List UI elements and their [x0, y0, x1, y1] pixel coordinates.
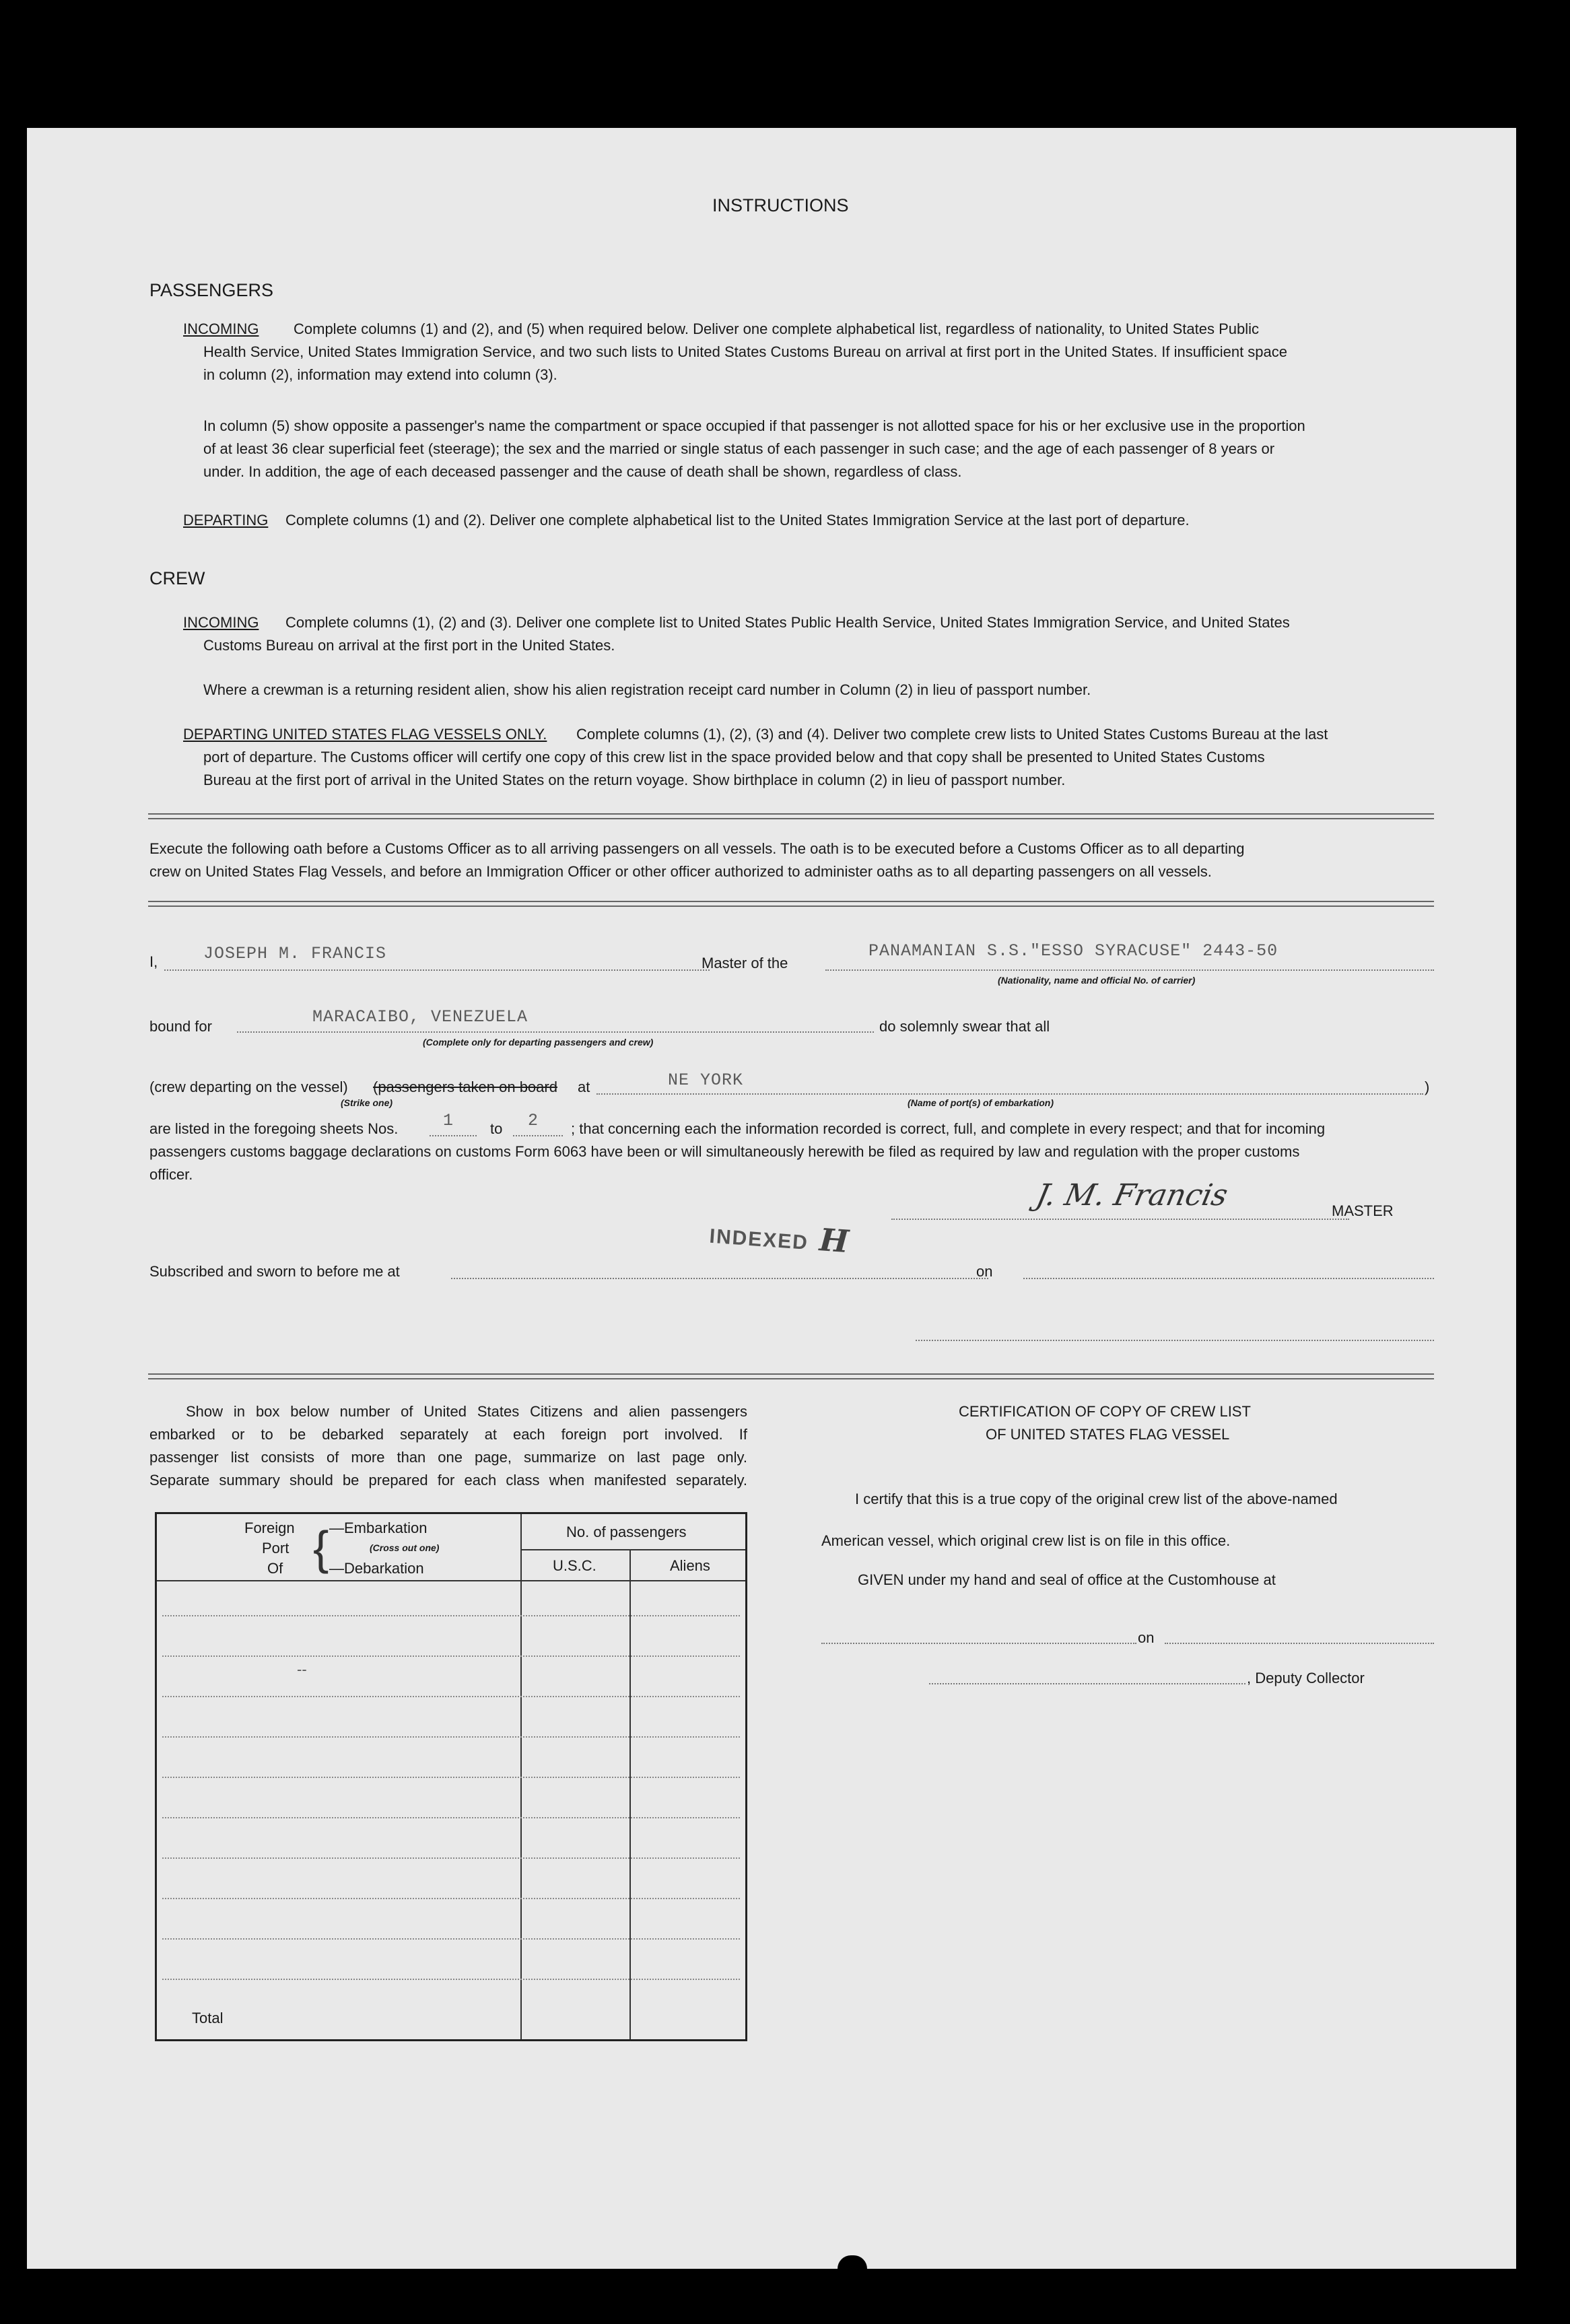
embarkation-label: —Embarkation [329, 1519, 428, 1536]
indexed-initials: H [818, 1221, 852, 1260]
vessel-field-line [825, 969, 1434, 971]
certify-line2: American vessel, which original crew list is on file in this office. [821, 1532, 1231, 1549]
deputy-signature-line [929, 1683, 1245, 1684]
crew-incoming-line1: Complete columns (1), (2) and (3). Deliver one complete list to United States Public Health Service, United States Immigration Service, and United States [285, 614, 1290, 631]
column-divider [629, 1549, 631, 2039]
table-row [162, 1857, 740, 1859]
destination-field-line [237, 1031, 874, 1033]
port-label: Port [262, 1540, 289, 1557]
bound-for-label: bound for [149, 1018, 212, 1035]
officer-signature-line [916, 1340, 1434, 1341]
subscribed-date-line [1023, 1278, 1434, 1279]
double-rule [148, 901, 1434, 907]
foreign-label: Foreign [244, 1519, 295, 1536]
table-row [162, 1898, 740, 1899]
table-row [162, 1938, 740, 1940]
brace-symbol: { [313, 1522, 329, 1574]
passengers-departing-label: DEPARTING [183, 512, 269, 528]
signature-line [891, 1219, 1349, 1220]
sheets-rest: ; that concerning each the information recorded is correct, full, and complete in every respect; and that for incoming [571, 1120, 1326, 1137]
crew-heading: CREW [149, 568, 205, 588]
indexed-stamp-text: INDEXED [708, 1225, 809, 1254]
usc-header: U.S.C. [553, 1557, 596, 1574]
certify-line1: I certify that this is a true copy of the original crew list of the above-named [855, 1491, 1338, 1507]
passengers-taken-option: (passengers taken on board [373, 1079, 557, 1095]
no-passengers-header: No. of passengers [566, 1524, 687, 1540]
paper-tear [838, 2255, 867, 2269]
table-row [162, 1615, 740, 1616]
master-signature: J. M. Francis [1033, 1178, 1231, 1212]
summary-instr-line3: passenger list consists of more than one page, summarize on last page only. [149, 1449, 747, 1466]
summary-instr-line4: Separate summary should be prepared for each class when manifested separately. [149, 1472, 747, 1489]
aliens-header: Aliens [670, 1557, 710, 1574]
vessel-caption: (Nationality, name and official No. of carrier) [998, 975, 1196, 986]
certification-title-line1: CERTIFICATION OF COPY OF CREW LIST [959, 1403, 1251, 1420]
passengers-heading: PASSENGERS [149, 280, 274, 300]
summary-instr-line1-text: Show in box below number of United States Citizens and alien passengers [186, 1403, 747, 1420]
subscribed-on-label: on [976, 1263, 993, 1280]
passengers-incoming-line2: Health Service, United States Immigration Service, and two such lists to United States Customs Bureau on arrival at first port in the United States. If insufficient space [203, 343, 1288, 360]
swear-label: do solemnly swear that all [879, 1018, 1050, 1035]
oath-intro-line1: Execute the following oath before a Customs Officer as to all arriving passengers on all vessels. The oath is to be executed before a Customs Officer as to all departing [149, 840, 1245, 857]
oath-i-label: I, [149, 953, 158, 970]
total-label: Total [192, 2010, 224, 2026]
passenger-summary-table [155, 1512, 747, 2041]
cross-out-caption: (Cross out one) [370, 1542, 440, 1553]
summary-instr-line1 [149, 1400, 747, 1423]
of-label: Of [267, 1560, 283, 1577]
passengers-incoming-line1: Complete columns (1) and (2), and (5) when required below. Deliver one complete alphabetical list, regardless of nationality, to United States Public [294, 320, 1260, 337]
double-rule [148, 813, 1434, 819]
certification-on-label: on [1138, 1629, 1155, 1646]
certification-title-line2: OF UNITED STATES FLAG VESSEL [986, 1426, 1230, 1443]
stray-mark: -- [297, 1661, 307, 1678]
port-field-line [596, 1093, 1423, 1095]
subscribed-label: Subscribed and sworn to before me at [149, 1263, 400, 1280]
summary-instr-line2: embarked or to be debarked separately at each foreign port involved. If [149, 1426, 747, 1443]
sheet-from-field: 1 [443, 1111, 454, 1130]
sheet-to-line [513, 1135, 563, 1136]
sheet-from-line [430, 1135, 477, 1136]
table-row [162, 1817, 740, 1818]
destination-caption: (Complete only for departing passengers and crew) [423, 1037, 654, 1048]
to-label: to [490, 1120, 503, 1137]
table-row [162, 1777, 740, 1778]
master-name-field-line [164, 969, 710, 971]
passengers-departing-text: Complete columns (1) and (2). Deliver one complete alphabetical list to the United States Immigration Service at the last port of departure. [285, 512, 1190, 528]
oath-line2: passengers customs baggage declarations on customs Form 6063 have been or will simultaneously herewith be filed as required by law and regulation with the proper customs [149, 1143, 1300, 1160]
crew-departing-option: (crew departing on the vessel) [149, 1079, 348, 1095]
master-label: MASTER [1332, 1202, 1394, 1219]
crew-departing-label: DEPARTING UNITED STATES FLAG VESSELS ONLY. [183, 726, 547, 743]
passengers-incoming-label [183, 318, 259, 341]
table-row [162, 1979, 740, 1980]
oath-intro-line2: crew on United States Flag Vessels, and before an Immigration Officer or other officer authorized to administer oaths as to all departing passengers on all vessels. [149, 863, 1212, 880]
given-line: GIVEN under my hand and seal of office at the Customhouse at [858, 1571, 1276, 1588]
crew-departing-line3: Bureau at the first port of arrival in the United States on the return voyage. Show birthplace in column (2) in lieu of passport number. [203, 772, 1066, 788]
indexed-stamp [708, 1214, 851, 1260]
sheet-to-field: 2 [528, 1111, 539, 1130]
table-row [162, 1696, 740, 1697]
header-divider [520, 1549, 745, 1550]
passengers-col5-line2: of at least 36 clear superficial feet (steerage); the sex and the married or single status of each passenger in such case; and the age of each passenger of 8 years or [203, 440, 1275, 457]
deputy-collector-label: , Deputy Collector [1247, 1670, 1365, 1686]
passengers-incoming-line3: in column (2), information may extend into column (3). [203, 366, 557, 383]
table-row [162, 1655, 740, 1657]
passengers-col5-line1: In column (5) show opposite a passenger's name the compartment or space occupied if that passenger is not allotted space for his or her exclusive use in the proportion [203, 417, 1305, 434]
passengers-incoming-label-text: INCOMING [183, 320, 259, 337]
crew-resident-text: Where a crewman is a returning resident alien, show his alien registration receipt card number in Column (2) in lieu of passport number. [203, 681, 1091, 698]
master-name-field: JOSEPH M. FRANCIS [203, 944, 387, 963]
double-rule [148, 1373, 1434, 1379]
at-label: at [578, 1079, 590, 1095]
crew-departing-line2: port of departure. The Customs officer will certify one copy of this crew list in the space provided below and that copy shall be presented to United States Customs [203, 749, 1265, 765]
certification-date-line [1165, 1643, 1434, 1644]
vessel-field: PANAMANIAN S.S."ESSO SYRACUSE" 2443-50 [868, 941, 1278, 961]
sheets-label: are listed in the foregoing sheets Nos. [149, 1120, 399, 1137]
destination-field: MARACAIBO, VENEZUELA [312, 1007, 528, 1027]
debarkation-label: —Debarkation [329, 1560, 424, 1577]
strike-caption: (Strike one) [341, 1097, 393, 1108]
close-paren: ) [1425, 1079, 1430, 1095]
master-of-label: Master of the [702, 955, 788, 971]
crew-incoming-line2: Customs Bureau on arrival at the first port in the United States. [203, 637, 615, 654]
passengers-col5-line3: under. In addition, the age of each deceased passenger and the cause of death shall be shown, regardless of class. [203, 463, 962, 480]
table-row [162, 1736, 740, 1738]
crew-incoming-label: INCOMING [183, 614, 259, 631]
oath-line3: officer. [149, 1166, 193, 1183]
page-title: INSTRUCTIONS [712, 195, 849, 215]
port-caption: (Name of port(s) of embarkation) [908, 1097, 1054, 1108]
document-page [27, 128, 1516, 2269]
subscribed-place-line [451, 1278, 988, 1279]
header-bottom-rule [157, 1580, 745, 1581]
certification-place-line [821, 1643, 1136, 1644]
crew-departing-line1: Complete columns (1), (2), (3) and (4). Deliver two complete crew lists to United States Customs Bureau at the last [576, 726, 1328, 743]
port-field: NE YORK [668, 1070, 744, 1090]
